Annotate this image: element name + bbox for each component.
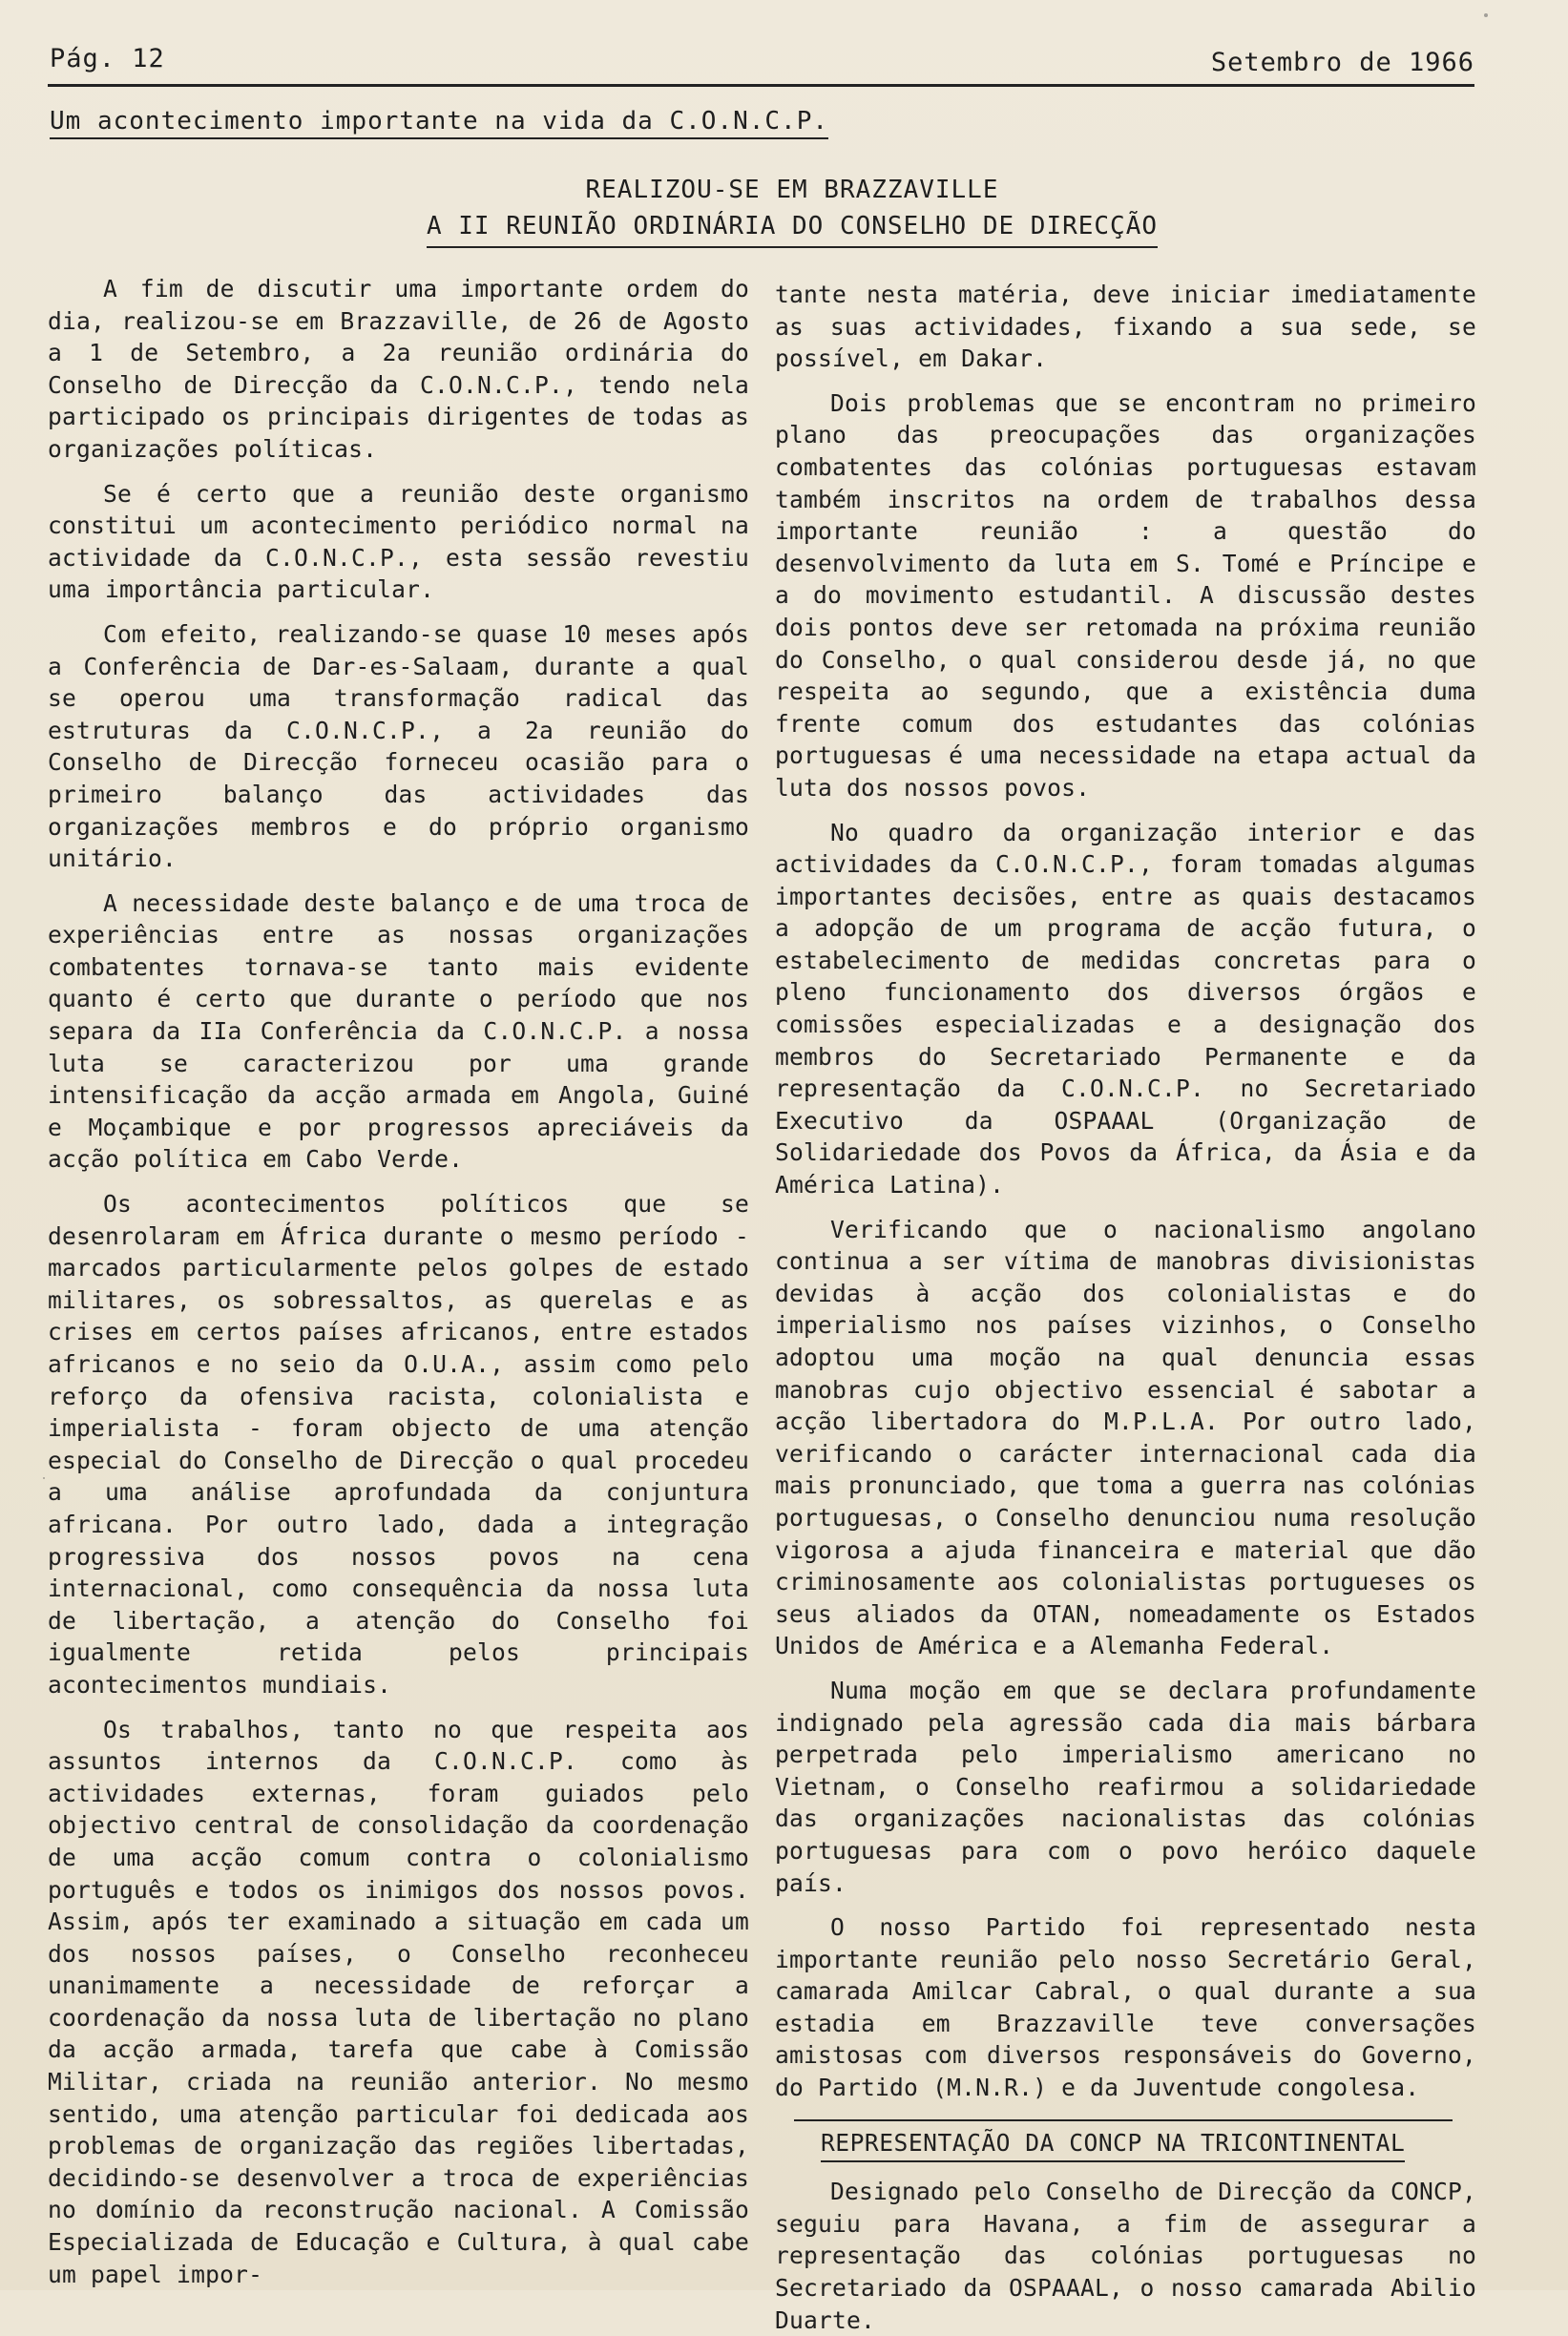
paragraph: A fim de discutir uma importante ordem do dia, realizou-se em Brazzaville, de 26 de Agosto a 1 de Setembro, a 2a reunião ordinária do Conselho de Direcção da C.O.N.C.P., tendo nela participado os principais dirigentes de todas as organizações políticas. <box>48 275 749 463</box>
issue-date: Setembro de 1966 <box>1210 48 1474 77</box>
paper-speck <box>43 1477 45 1479</box>
paragraph: O nosso Partido foi representado nesta importante reunião pelo nosso Secretário Geral, camarada Amilcar Cabral, o qual durante a sua estadia em Brazzaville teve conversações amistosas com diversos responsáveis do Governo, do Partido (M.N.R.) e da Juventude congolesa. <box>775 1913 1476 2102</box>
page-header <box>48 38 1474 87</box>
headline-line-1: REALIZOU-SE EM BRAZZAVILLE <box>585 176 999 204</box>
article-headline <box>363 172 1222 248</box>
paragraph: Numa moção em que se declara profundamente indignado pela agressão cada dia mais bárbara perpetrada pelo imperialismo americano no Vietnam, o Conselho reafirmou a solidariedade das organizações nacionalistas das colónias portuguesas para com o povo heróico daquele país. <box>775 1676 1476 1897</box>
headline-line-2: A II REUNIÃO ORDINÁRIA DO CONSELHO DE DIRECÇÃO <box>427 208 1158 248</box>
paragraph: Verificando que o nacionalismo angolano continua a ser vítima de manobras divisionistas devidas à acção dos colonialistas e do imperialismo nos países vizinhos, o Conselho adoptou uma moção na qual denuncia essas manobras cujo objectivo essencial é sabotar a acção libertadora do M.P.L.A. Por outro lado, verificando o carácter internacional cada dia mais pronunciado, que toma a guerra nas colónias portuguesas, o Conselho denunciou numa resolução vigorosa a ajuda financeira e material que dão criminosamente aos colonialistas portugueses os seus aliados da OTAN, nomeadamente os Estados Unidos de América e a Alemanha Federal. <box>775 1215 1476 1660</box>
subsection-paragraph: Designado pelo Conselho de Direcção da CONCP, seguiu para Havana, a fim de assegurar a representação das colónias portuguesas no Secretariado da OSPAAAL, o nosso camarada Abilio Duarte. <box>775 2178 1476 2334</box>
right-column <box>775 279 1476 2336</box>
subsection-heading <box>794 2119 1453 2163</box>
paragraph: tante nesta matéria, deve iniciar imediatamente as suas actividades, fixando a sua sede, se possível, em Dakar. <box>775 281 1476 373</box>
section-kicker: Um acontecimento importante na vida da C.O.N.C.P. <box>50 107 828 139</box>
paragraph: A necessidade deste balanço e de uma troca de experiências entre as nossas organizações combatentes tornava-se tanto mais evidente quanto é certo que durante o período que nos separa da IIa Conferência da C.O.N.C.P. a nossa luta se caracterizou por uma grande intensificação da acção armada em Angola, Guiné e Moçambique e por progressos apreciáveis da acção política em Cabo Verde. <box>48 888 749 1174</box>
paragraph: No quadro da organização interior e das actividades da C.O.N.C.P., foram tomadas algumas importantes decisões, entre as quais destacamos a adopção de um programa de acção futura, o estabelecimento de medidas concretas para o pleno funcionamento dos diversos órgãos e comissões especializadas e a designação dos membros do Secretariado Permanente e da representação da C.O.N.C.P. no Secretariado Executivo da OSPAAAL (Organização de Solidariedade dos Povos da África, da Ásia e da América Latina). <box>775 818 1476 1199</box>
left-column <box>48 273 749 2290</box>
paragraph: Com efeito, realizando-se quase 10 meses após a Conferência de Dar-es-Salaam, durante a qual se operou uma transformação radical das estruturas da C.O.N.C.P., a 2a reunião do Conselho de Direcção forneceu ocasião para o primeiro balanço das actividades das organizações membros e do próprio organismo unitário. <box>48 619 749 873</box>
paper-speck <box>1484 13 1488 17</box>
paragraph: Dois problemas que se encontram no primeiro plano das preocupações das organizações combatentes das colónias portuguesas estavam também inscritos na ordem de trabalhos dessa importante reunião : a questão do desenvolvimento da luta em S. Tomé e Príncipe e a do movimento estudantil. A discussão destes dois pontos deve ser retomada na próxima reunião do Conselho, o qual considerou desde já, no que respeita ao segundo, que a existência duma frente comum dos estudantes das colónias portuguesas é uma necessidade na etapa actual da luta dos nossos povos. <box>775 388 1476 802</box>
paragraph: Se é certo que a reunião deste organismo constitui um acontecimento periódico normal na actividade da C.O.N.C.P., esta sessão revestiu uma importância particular. <box>48 479 749 604</box>
paragraph: Os trabalhos, tanto no que respeita aos assuntos internos da C.O.N.C.P. como às actividades externas, foram guiados pelo objectivo central de consolidação da coordenação de uma acção comum contra o colonialismo português e todos os inimigos dos nossos povos. Assim, após ter examinado a situação em cada um dos nossos países, o Conselho reconheceu unanimamente a necessidade de reforçar a coordenação da nossa luta de libertação no plano da acção armada, tarefa que cabe à Comissão Militar, criada na reunião anterior. No mesmo sentido, uma atenção particular foi dedicada aos problemas de organização das regiões libertadas, decidindo-se desenvolver a troca de experiências no domínio da reconstrução nacional. A Comissão Especializada de Educação e Cultura, à qual cabe um papel impor- <box>48 1715 749 2288</box>
subsection-title: REPRESENTAÇÃO DA CONCP NA TRICONTINENTAL <box>821 2127 1405 2163</box>
page-number: Pág. 12 <box>50 44 165 73</box>
paragraph: Os acontecimentos políticos que se desenrolaram em África durante o mesmo período - marcados particularmente pelos golpes de estado militares, os sobressaltos, as querelas e as crises em certos países africanos, entre estados africanos e no seio da O.U.A., assim como pelo reforço da ofensiva racista, colonialista e imperialista - foram objecto de uma atenção especial do Conselho de Direcção o qual procedeu a uma análise aprofundada da conjuntura africana. Por outro lado, dada a integração progressiva dos nossos povos na cena internacional, como consequência da nossa luta de libertação, a atenção do Conselho foi igualmente retida pelos principais acontecimentos mundiais. <box>48 1190 749 1699</box>
